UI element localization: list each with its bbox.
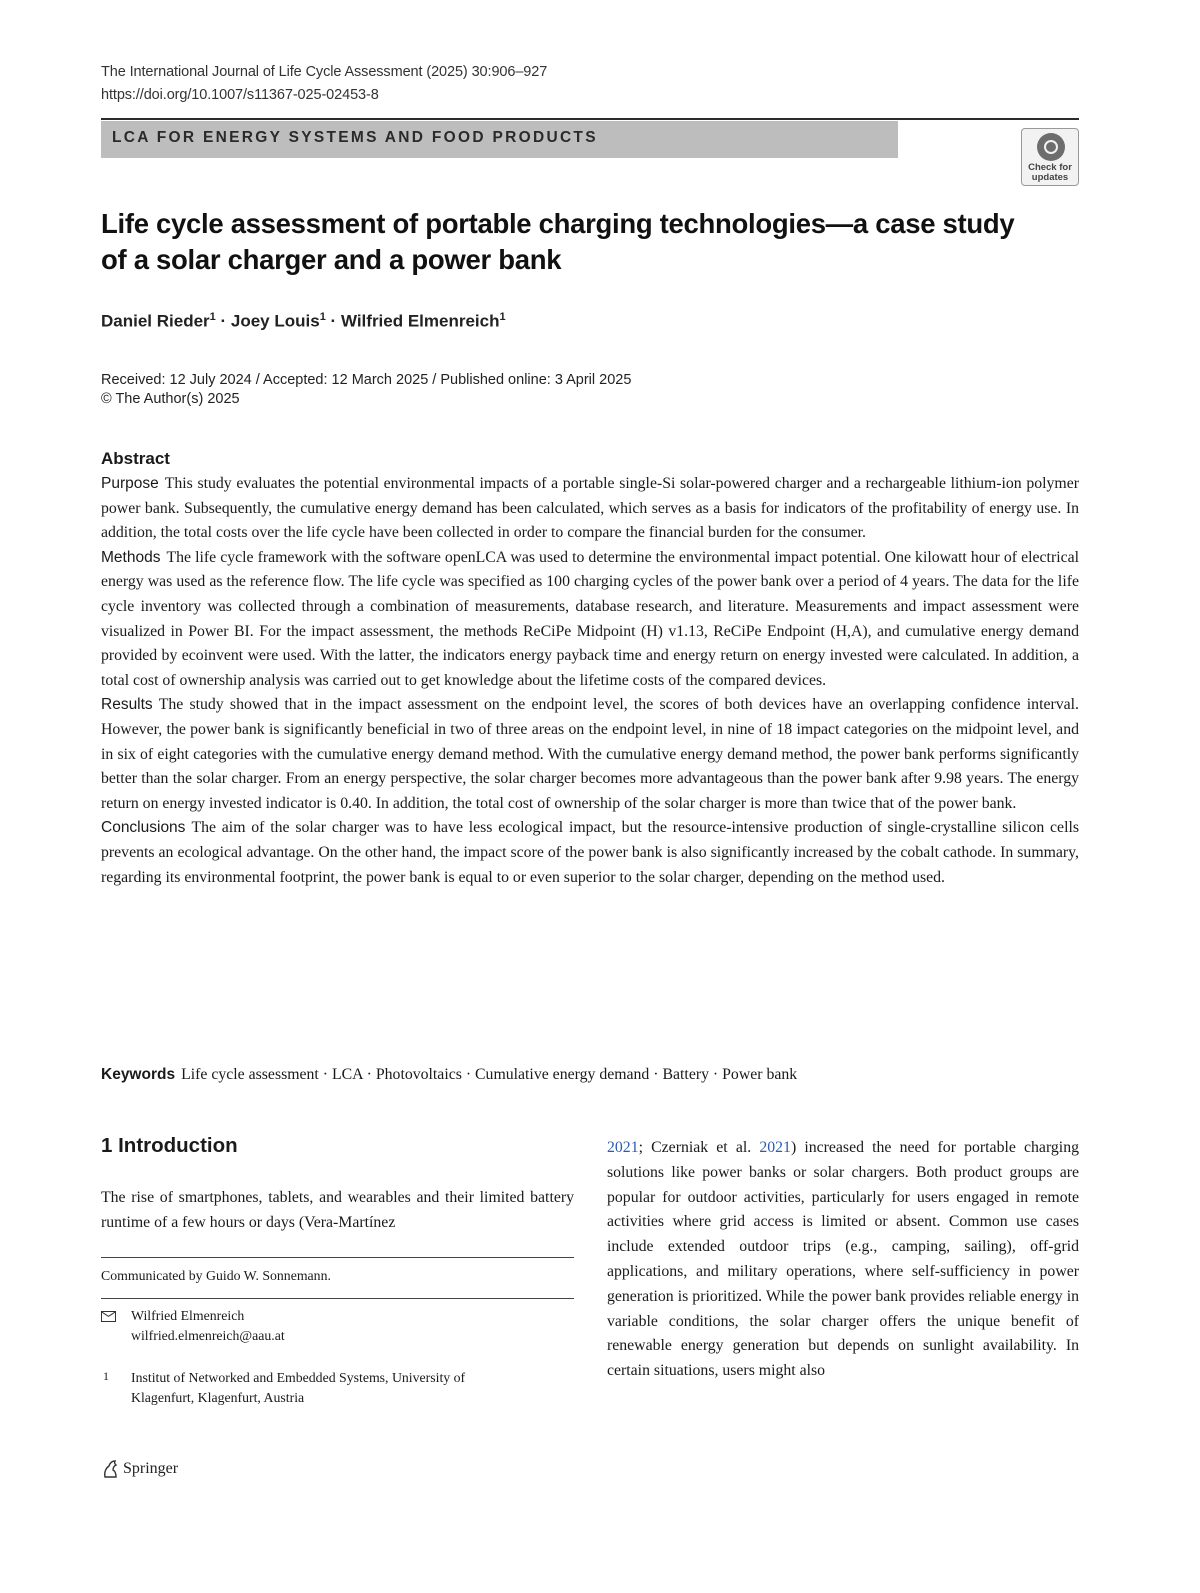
author-separator: · bbox=[215, 311, 231, 331]
abstract-heading: Abstract bbox=[101, 449, 170, 468]
check-for-updates-button[interactable] bbox=[1021, 128, 1079, 186]
check-updates-icon bbox=[1037, 133, 1065, 161]
author-affiliation: 1 bbox=[209, 311, 216, 323]
keywords-text: Life cycle assessment · LCA · Photovoltaics · Cumulative energy demand · Battery · Power bank bbox=[181, 1066, 798, 1083]
corresponding-author-name: Wilfried Elmenreich bbox=[131, 1308, 245, 1323]
purpose-label: Purpose bbox=[101, 475, 159, 492]
introduction-heading: 1 Introduction bbox=[101, 1134, 238, 1157]
conclusions-text: The aim of the solar charger was to have less ecological impact, but the resource-intensive production of single-crystalline silicon cells prevents an ecological advantage. On the other hand, the impact score of the power bank is also significantly increased by the cobalt cathode. In summary, regarding its environmental footprint, the power bank is equal to or even superior to the solar charger, depending on the method used. bbox=[101, 819, 1079, 886]
affiliation-number: 1 bbox=[103, 1369, 109, 1383]
doi-link[interactable]: https://doi.org/10.1007/s11367-025-02453-8 bbox=[101, 87, 379, 103]
citation-link[interactable]: 2021 bbox=[759, 1139, 791, 1156]
results-label: Results bbox=[101, 696, 153, 714]
author-name[interactable]: Daniel Rieder bbox=[101, 311, 210, 331]
abstract-purpose bbox=[101, 472, 1079, 546]
article-title bbox=[101, 206, 1081, 278]
abstract-conclusions bbox=[101, 816, 1079, 890]
header-rule bbox=[101, 118, 1079, 120]
introduction-text-left: The rise of smartphones, tablets, and wearables and their limited battery runtime of a few hours or days (Vera-Martínez bbox=[101, 1189, 574, 1231]
abstract-body bbox=[101, 472, 1079, 890]
affiliation-text: Institut of Networked and Embedded Systems, University of Klagenfurt, Klagenfurt, Austria bbox=[131, 1370, 466, 1405]
copyright-notice: © The Author(s) 2025 bbox=[101, 391, 240, 407]
section-label: LCA FOR ENERGY SYSTEMS AND FOOD PRODUCTS bbox=[112, 129, 598, 146]
author-affiliation: 1 bbox=[499, 311, 506, 323]
footnote-rule bbox=[101, 1257, 574, 1258]
keywords bbox=[101, 1066, 797, 1084]
author-list bbox=[101, 311, 506, 332]
springer-horse-icon bbox=[101, 1459, 119, 1479]
introduction-text-right bbox=[607, 1136, 1079, 1384]
introduction-left-column bbox=[101, 1186, 574, 1236]
corresponding-author-email[interactable]: wilfried.elmenreich@aau.at bbox=[131, 1328, 285, 1343]
methods-label: Methods bbox=[101, 548, 161, 566]
author-separator: · bbox=[325, 311, 341, 331]
footnote-rule bbox=[101, 1298, 574, 1299]
title-line-2: of a solar charger and a power bank bbox=[101, 244, 562, 275]
title-line-1: Life cycle assessment of portable charging technologies—a case study bbox=[101, 208, 1015, 239]
abstract-results bbox=[101, 693, 1079, 816]
publication-dates: Received: 12 July 2024 / Accepted: 12 March 2025 / Published online: 3 April 2025 bbox=[101, 372, 632, 388]
conclusions-label: Conclusions bbox=[101, 819, 186, 837]
author-affiliation: 1 bbox=[319, 311, 326, 323]
keywords-label: Keywords bbox=[101, 1066, 176, 1083]
introduction-text-continued: ) increased the need for portable charging solutions like power banks or solar chargers. Both product groups are popular for outdoor activities, particularly for users engaged in remote activities where grid access is limited or absent. Common use cases include extended outdoor trips (e.g., camping, sailing), off-grid applications, and military operations, where self-sufficiency in power generation is prioritized. While the power bank provides reliable energy in variable conditions, the solar charger offers the unique benefit of renewable energy generation but depends on sunlight availability. In certain situations, users might also bbox=[607, 1139, 1079, 1380]
journal-reference: The International Journal of Life Cycle Assessment (2025) 30:906–927 bbox=[101, 64, 548, 80]
results-text: The study showed that in the impact assessment on the endpoint level, the scores of both devices have an overlapping confidence interval. However, the power bank is significantly beneficial in two of three areas on the endpoint level, in nine of 18 impact categories on the midpoint level, and in six of eight categories with the cumulative energy demand method. With the cumulative energy demand method, the power bank performs significantly better than the solar charger. From an energy perspective, the solar charger becomes more advantageous than the power bank after 9.98 years. The energy return on energy invested indicator is 0.40. In addition, the total cost of ownership of the solar charger is more than twice that of the power bank. bbox=[101, 696, 1079, 812]
check-updates-label: Check for updates bbox=[1028, 162, 1072, 183]
author-name[interactable]: Wilfried Elmenreich bbox=[340, 311, 500, 331]
citation-separator: ; Czerniak et al. bbox=[638, 1139, 760, 1156]
mail-icon bbox=[101, 1311, 116, 1322]
publisher-name: Springer bbox=[123, 1460, 179, 1477]
abstract-methods bbox=[101, 546, 1079, 694]
purpose-text: This study evaluates the potential environmental impacts of a portable single-Si solar-powered charger and a rechargeable lithium-ion polymer power bank. Subsequently, the cumulative energy demand has been calculated, which serves as a basis for indicators of the profitability of energy use. In addition, the total costs over the life cycle have been collected in order to compare the financial burden for the consumer. bbox=[101, 475, 1079, 542]
section-banner bbox=[101, 121, 898, 158]
introduction-right-column bbox=[607, 1136, 1079, 1384]
citation-link[interactable]: 2021 bbox=[607, 1139, 639, 1156]
communicated-by: Communicated by Guido W. Sonnemann. bbox=[101, 1268, 331, 1283]
methods-text: The life cycle framework with the software openLCA was used to determine the environmental impact potential. One kilowatt hour of electrical energy was used as the reference flow. The life cycle was specified as 100 charging cycles of the power bank over a period of 4 years. The data for the life cycle inventory was collected through a combination of measurements, database research, and literature. Measurements and impact assessment were visualized in Power BI. For the impact assessment, the methods ReCiPe Midpoint (H) v1.13, ReCiPe Endpoint (H,A), and cumulative energy demand provided by ecoinvent were used. With the latter, the indicators energy payback time and energy return on energy invested were calculated. In addition, a total cost of ownership analysis was carried out to get knowledge about the lifetime costs of the compared devices. bbox=[101, 548, 1079, 689]
author-name[interactable]: Joey Louis bbox=[230, 311, 320, 331]
